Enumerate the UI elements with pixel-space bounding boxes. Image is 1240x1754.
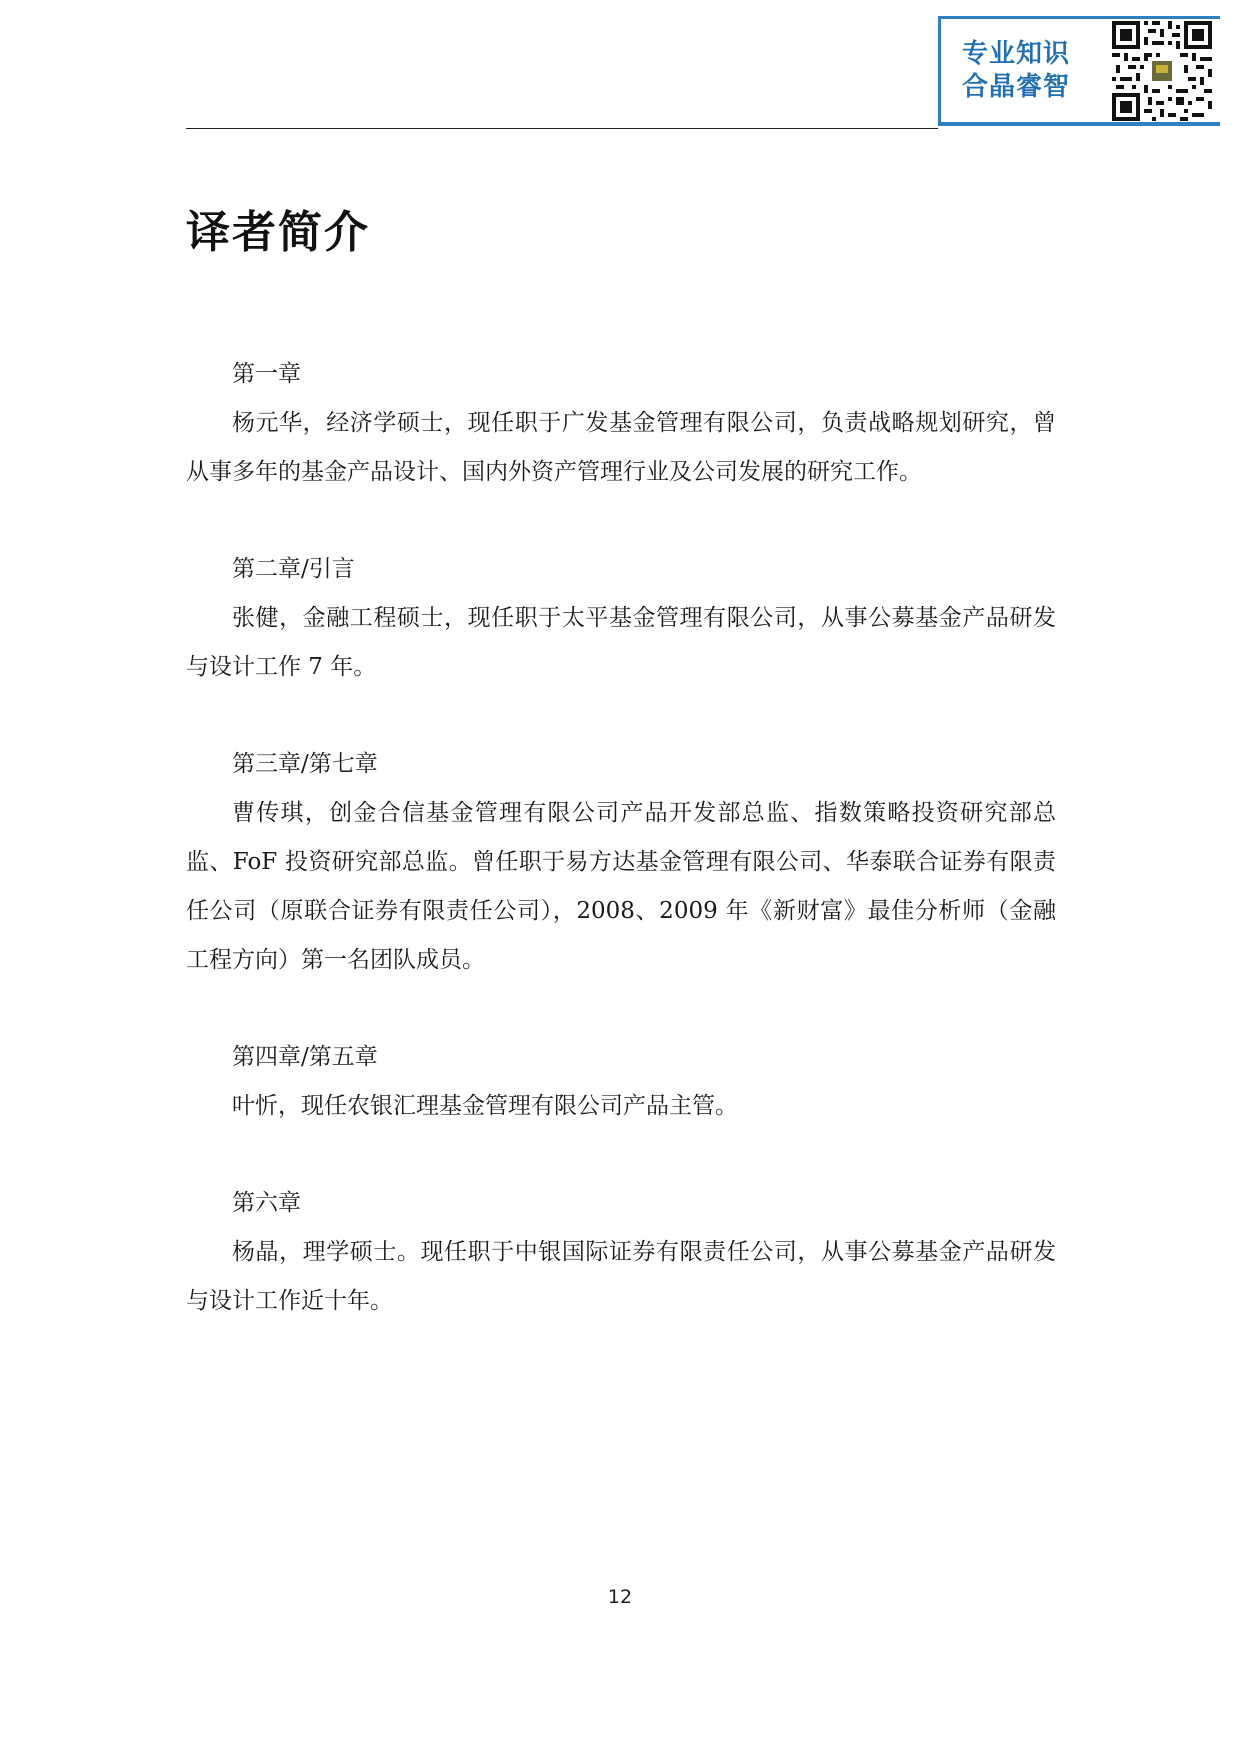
section-heading: 第六章 — [232, 1190, 301, 1216]
translator-list — [186, 350, 1056, 1374]
header-rule — [186, 128, 938, 129]
translator-section-3 — [186, 740, 1056, 985]
qr-code-icon — [1112, 21, 1212, 121]
page-number: 12 — [607, 1586, 633, 1608]
section-body: 杨元华，经济学硕士，现任职于广发基金管理有限公司，负责战略规划研究，曾从事多年的基金产品设计、国内外资产管理行业及公司发展的研究工作。 — [186, 410, 1056, 485]
section-body: 叶忻，现任农银汇理基金管理有限公司产品主管。 — [232, 1093, 738, 1119]
translator-section-1 — [186, 350, 1056, 497]
section-body: 曹传琪，创金合信基金管理有限公司产品开发部总监、指数策略投资研究部总监、FoF 投资研究部总监。曾任职于易方达基金管理有限公司、华泰联合证券有限责任公司（原联合证券有限责任公司），2008、2009 年《新财富》最佳分析师（金融工程方向）第一名团队成员。 — [186, 800, 1056, 973]
section-heading: 第四章/第五章 — [232, 1044, 378, 1070]
section-heading: 第一章 — [232, 361, 301, 387]
brand-line-2: 合晶睿智 — [962, 72, 1071, 102]
section-body: 张健，金融工程硕士，现任职于太平基金管理有限公司，从事公募基金产品研发与设计工作 7 年。 — [186, 605, 1056, 680]
translator-section-4 — [186, 1033, 1056, 1131]
brand-line-1: 专业知识 — [962, 39, 1071, 69]
section-heading: 第三章/第七章 — [232, 751, 378, 777]
translator-section-5 — [186, 1179, 1056, 1326]
section-body: 杨晶，理学硕士。现任职于中银国际证券有限责任公司，从事公募基金产品研发与设计工作近十年。 — [186, 1239, 1056, 1314]
translator-section-2 — [186, 545, 1056, 692]
section-heading: 第二章/引言 — [232, 556, 355, 582]
page-title: 译者简介 — [186, 207, 370, 258]
brand-slogan — [962, 38, 1072, 104]
